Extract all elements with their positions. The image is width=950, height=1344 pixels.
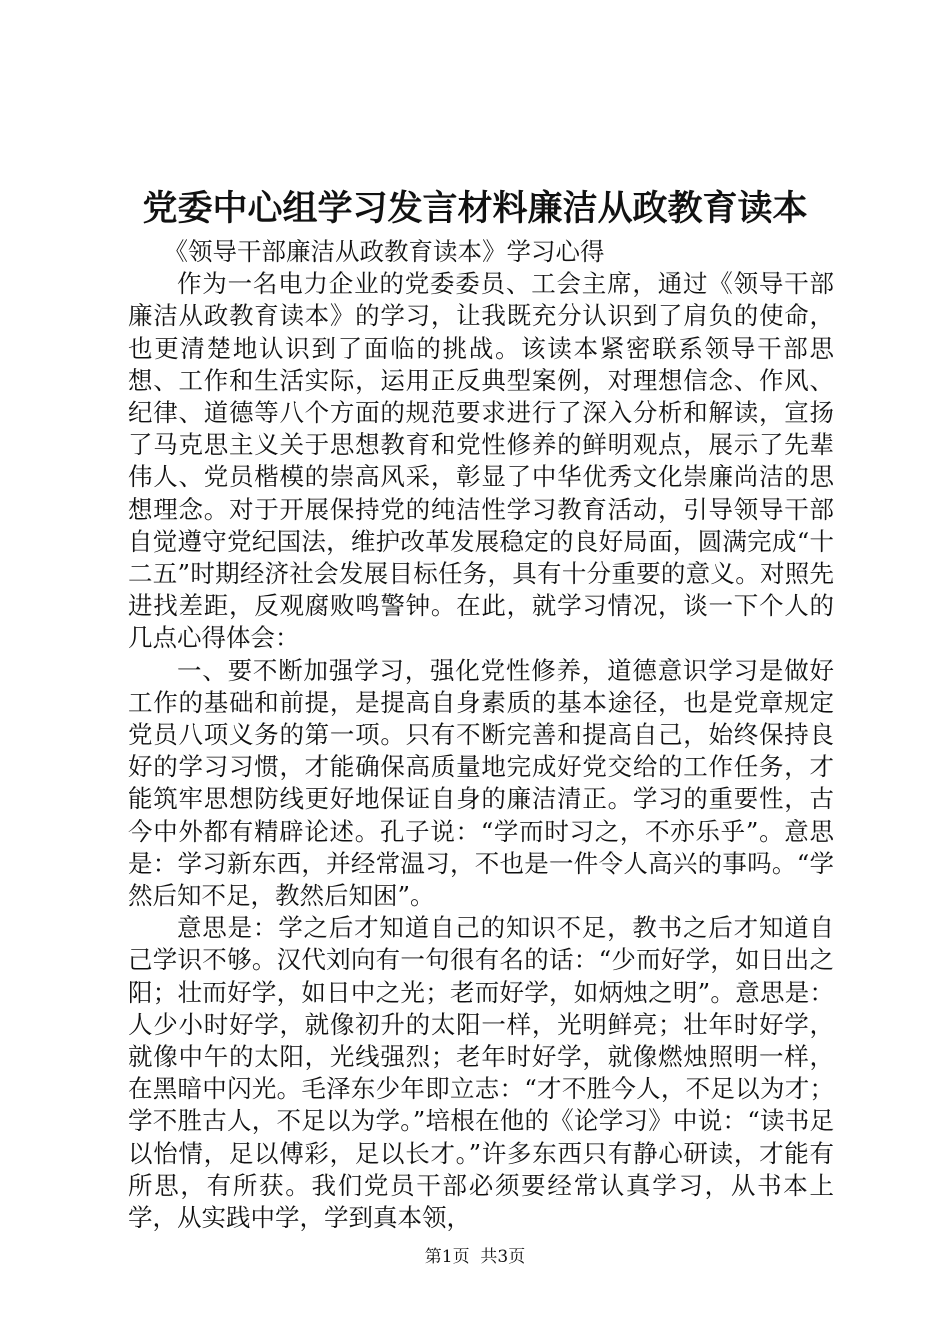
page-total: 共3页	[480, 1247, 526, 1267]
paragraph: 意思是：学之后才知道自己的知识不足，教书之后才知道自己学识不够。汉代刘向有一句很有名的话：“少而好学，如日出之阳；壮而好学，如日中之光；老而好学，如炳烛之明”。意思是：人少小时好学，就像初升的太阳一样，光明鲜亮；壮年时好学，就像中午的太阳，光线强烈；老年时好学，就像燃烛照明一样，在黑暗中闪光。毛泽东少年即立志：“才不胜今人，不足以为才；学不胜古人，不足以为学。”培根在他的《论学习》中说：“读书足以怡情，足以傅彩，足以长才。”许多东西只有静心研读，才能有所思，有所获。我们党员干部必须要经常认真学习，从书本上学，从实践中学，学到真本领，	[128, 913, 834, 1233]
document-title: 党委中心组学习发言材料廉洁从政教育读本	[142, 188, 808, 229]
paragraph: 作为一名电力企业的党委委员、工会主席，通过《领导干部廉洁从政教育读本》的学习，让我既充分认识到了肩负的使命，也更清楚地认识到了面临的挑战。该读本紧密联系领导干部思想、工作和生活实际，运用正反典型案例，对理想信念、作风、纪律、道德等八个方面的规范要求进行了深入分析和解读，宣扬了马克思主义关于思想教育和党性修养的鲜明观点，展示了先辈伟人、党员楷模的崇高风采，彰显了中华优秀文化崇廉尚洁的思想理念。对于开展保持党的纯洁性学习教育活动，引导领导干部自觉遵守党纪国法，维护改革发展稳定的良好局面，圆满完成“十二五”时期经济社会发展目标任务，具有十分重要的意义。对照先进找差距，反观腐败鸣警钟。在此，就学习情况，谈一下个人的几点心得体会：	[128, 269, 834, 653]
paragraph: 一、要不断加强学习，强化党性修养，道德意识学习是做好工作的基础和前提，是提高自身素质的基本途径，也是党章规定党员八项义务的第一项。只有不断完善和提高自己，始终保持良好的学习习惯，才能确保高质量地完成好党交给的工作任务，才能筑牢思想防线更好地保证自身的廉洁清正。学习的重要性，古今中外都有精辟论述。孔子说：“学而时习之，不亦乐乎”。意思是：学习新东西，并经常温习，不也是一件令人高兴的事吗。“学然后知不足，教然后知困”。	[128, 655, 834, 911]
document-subtitle: 《领导干部廉洁从政教育读本》学习心得	[163, 237, 605, 266]
document-body	[128, 236, 834, 1234]
page-number: 第1页	[424, 1247, 470, 1267]
page-footer	[0, 1245, 950, 1269]
